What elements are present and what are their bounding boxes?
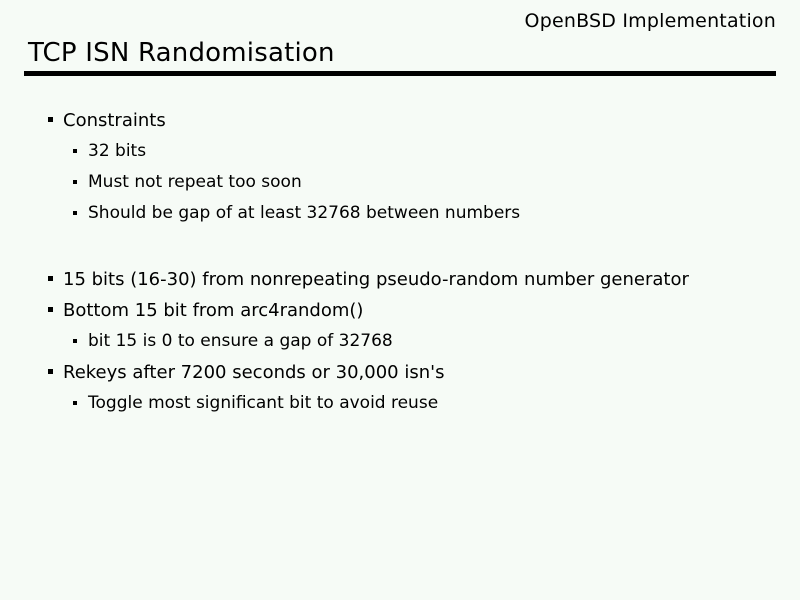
list-item [0,105,800,136]
bullet-square-icon [48,276,53,281]
bullet-square-icon [73,339,77,343]
bullet-text: Constraints [63,110,166,131]
list-item [0,357,800,388]
list-item [0,295,800,326]
bullet-text: 15 bits (16-30) from nonrepeating pseudo-random number generator [63,269,689,290]
list-item [0,198,800,229]
bullet-text: 32 bits [88,141,147,161]
bullet-square-icon [48,369,53,374]
list-item [0,326,800,357]
list-item [0,167,800,198]
list-item [0,136,800,167]
bullet-square-icon [73,401,77,405]
bullet-square-icon [73,211,77,215]
bullet-text: Bottom 15 bit from arc4random() [63,300,364,321]
bullet-text: Should be gap of at least 32768 between numbers [88,203,521,223]
bullet-square-icon [48,307,53,312]
list-item [0,388,800,419]
bullet-list [0,105,800,419]
bullet-text: Toggle most significant bit to avoid reuse [88,393,439,413]
bullet-square-icon [73,149,77,153]
bullet-square-icon [48,117,53,122]
bullet-text: Rekeys after 7200 seconds or 30,000 isn's [63,362,445,383]
list-spacer [0,229,800,264]
list-item [0,264,800,295]
title-divider [24,71,776,76]
slide-header-right: OpenBSD Implementation [524,10,776,32]
bullet-square-icon [73,180,77,184]
page-title: TCP ISN Randomisation [28,38,335,68]
bullet-text: Must not repeat too soon [88,172,302,192]
bullet-text: bit 15 is 0 to ensure a gap of 32768 [88,331,393,351]
